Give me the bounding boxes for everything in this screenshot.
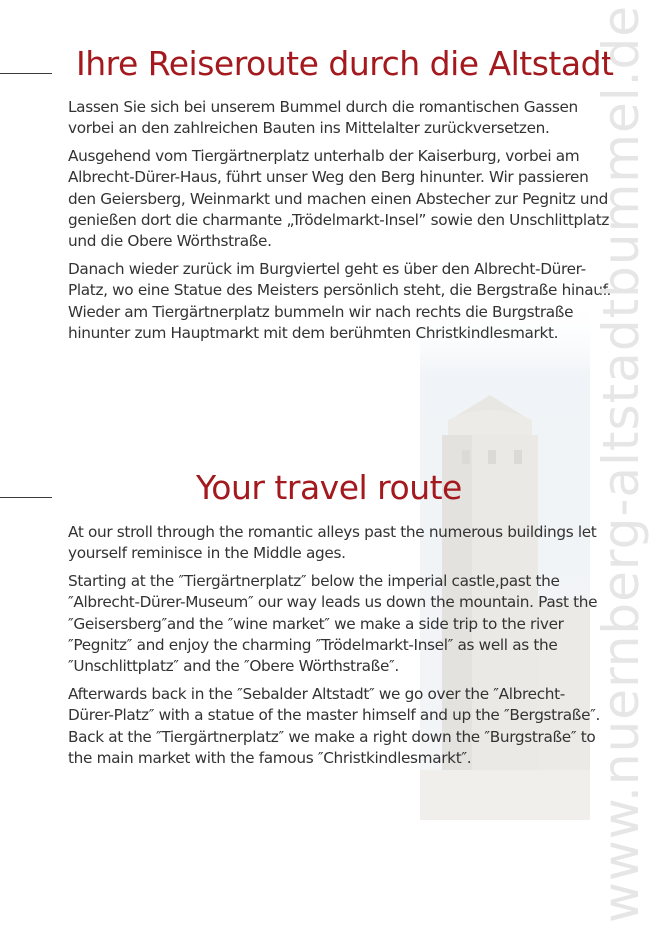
english-paragraph-3: Afterwards back in the ″Sebalder Altstadt″ we go over the ″Albrecht- Dürer-Platz″ with a statue of the master himself and up the ″Bergstraße″. Back at the ″Tiergärtnerplatz″ we make a right down the ″Burgstraße″ to the main market with the famous ″Christkindlesmarkt″. xyxy=(68,684,601,768)
german-paragraph-3: Danach wieder zurück im Burgviertel geht es über den Albrecht-Dürer-Platz, wo eine Statue des Meisters persönlich steht, die Bergstraße hinauf. Wieder am Tiergärtnerplatz bummeln wir nach rechts die Burgstraße hinunter zum Hauptmarkt mit dem berühmten Christkindlesmarkt. xyxy=(68,259,612,343)
english-paragraph-2: Starting at the ″Tiergärtnerplatz″ below the imperial castle,past the ″Albrecht-Dürer-Museum″ our way leads us down the mountain. Past the ″Geisersberg″and the ″wine market″ we make a side trip to the river ″Pegnitz″ and enjoy the charming ″Trödelmarkt-Insel″ as well as the ″Unschlittplatz″ and the ″Obere Wörthstraße″. xyxy=(68,571,598,676)
english-paragraph-1: At our stroll through the romantic alleys past the numerous buildings let yourself reminisce in the Middle ages. xyxy=(68,523,597,563)
website-url-text: www.nuernberg-altstadtbummel.de xyxy=(592,4,651,924)
decorative-rule-top xyxy=(0,73,52,74)
english-section-body xyxy=(68,522,613,775)
english-section-heading: Your travel route xyxy=(196,468,462,507)
german-paragraph-2: Ausgehend vom Tiergärtnerplatz unterhalb der Kaiserburg, vorbei am Albrecht-Dürer-Haus, führt unser Weg den Berg hinunter. Wir passieren den Geiersberg, Weinmarkt und machen einen Abstecher zur Pegnitz und genießen dort die charmante „Trödelmarkt-Insel” sowie den Unschlittplatz und die Obere Wörthstraße. xyxy=(68,146,610,251)
side-website-watermark xyxy=(592,4,651,924)
decorative-rule-middle xyxy=(0,497,52,498)
german-paragraph-1: Lassen Sie sich bei unserem Bummel durch die romantischen Gassen vorbei an den zahlreichen Bauten ins Mittelalter zurückversetzen. xyxy=(68,98,578,138)
german-section-body xyxy=(68,97,613,350)
german-section-heading: Ihre Reiseroute durch die Altstadt xyxy=(76,44,614,83)
